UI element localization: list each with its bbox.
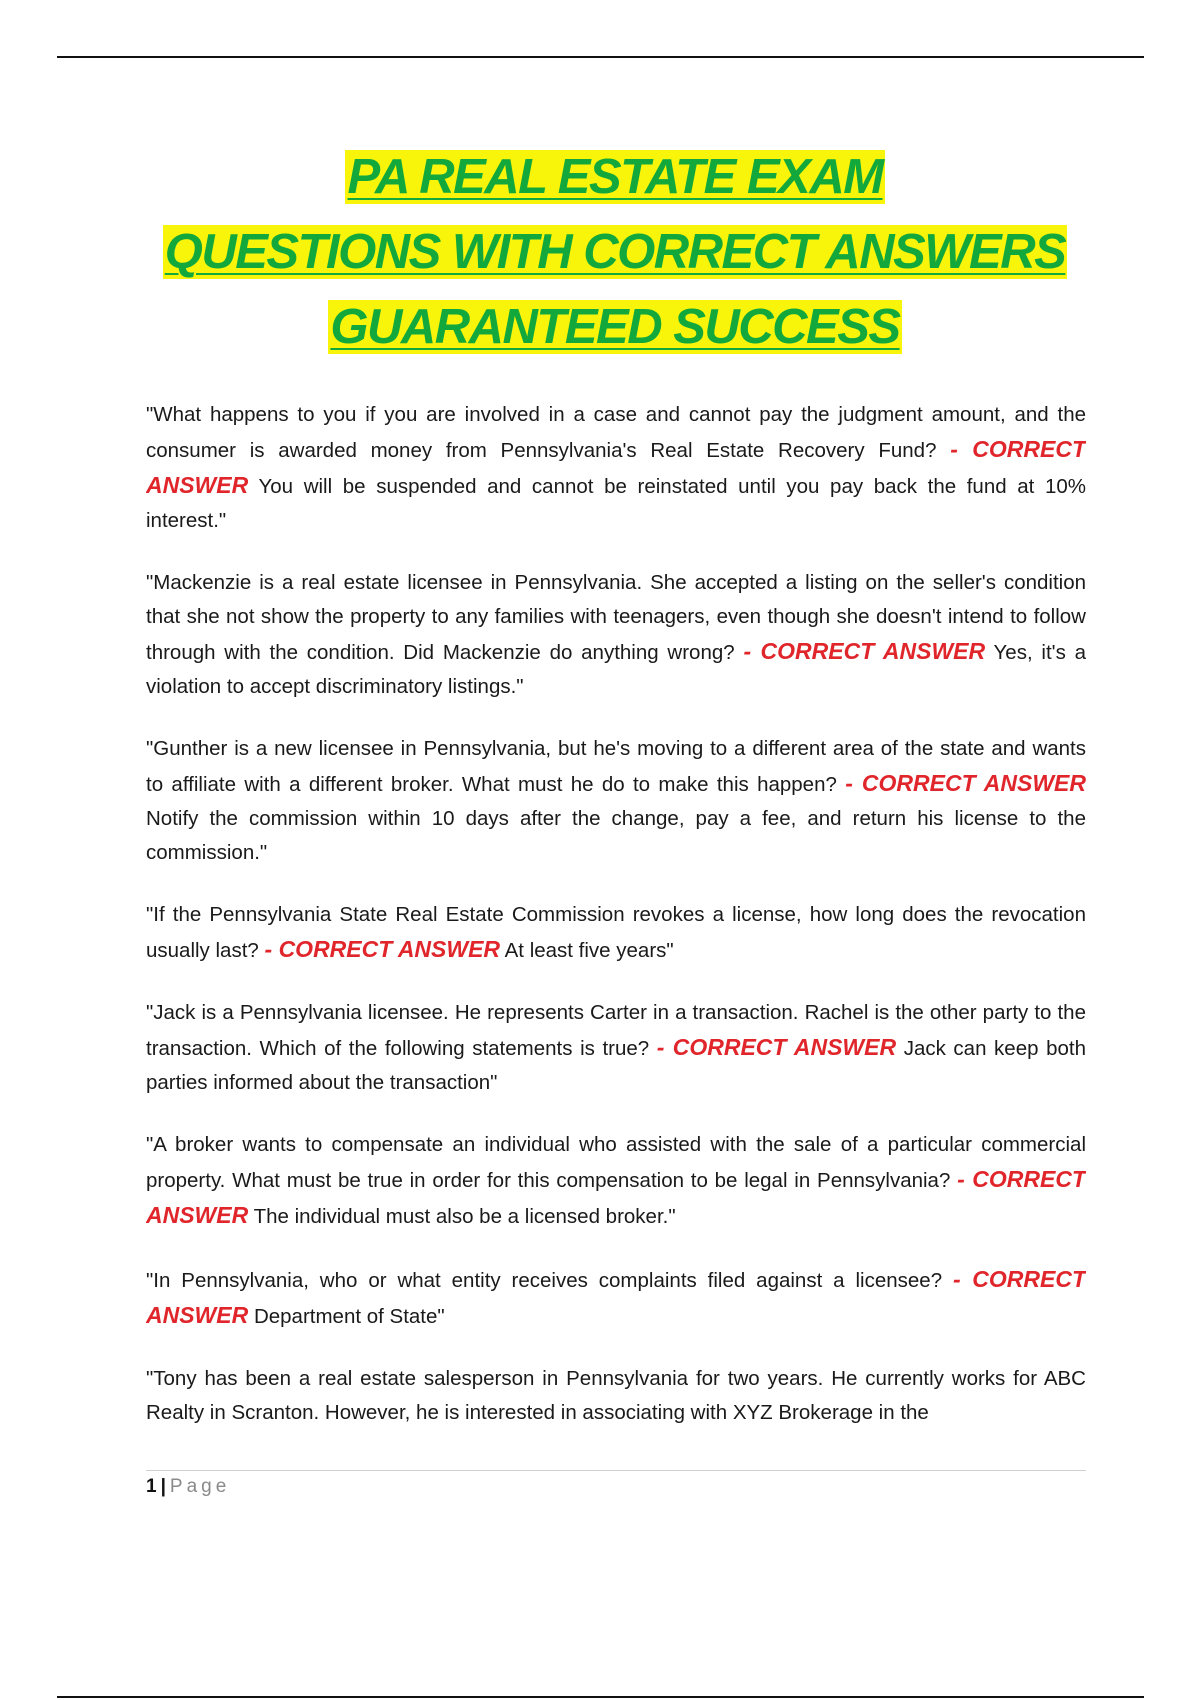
- correct-answer-marker: - CORRECT ANSWER: [656, 1034, 897, 1060]
- header-rule: [57, 56, 1144, 58]
- page-footer: [146, 1474, 230, 1500]
- footer-separator: |: [160, 1476, 166, 1497]
- correct-answer-marker: - CORRECT ANSWER: [264, 936, 501, 962]
- question-text: "If the Pennsylvania State Real Estate Commission revokes a license, how long does the revocation usually last?: [146, 903, 1086, 962]
- qa-item: [146, 732, 1086, 870]
- title-line-3: GUARANTEED SUCCESS: [330, 300, 900, 354]
- question-text: "A broker wants to compensate an individual who assisted with the sale of a particular commercial property. What must be true in order for this compensation to be legal in Pennsylvania?: [146, 1133, 1086, 1192]
- qa-item: [146, 398, 1086, 538]
- correct-answer-marker: - CORRECT ANSWER: [845, 770, 1086, 796]
- question-text: "What happens to you if you are involved in a case and cannot pay the judgment amount, and the consumer is awarded money from Pennsylvania's Real Estate Recovery Fund?: [146, 403, 1086, 462]
- page-label: Page: [169, 1476, 231, 1497]
- question-text: "Mackenzie is a real estate licensee in Pennsylvania. She accepted a listing on the seller's condition that she not show the property to any families with teenagers, even though she doesn't intend to follow through with the condition. Did Mackenzie do anything wrong?: [146, 571, 1086, 664]
- page-number: 1: [146, 1476, 157, 1497]
- qa-item-partial: [146, 1362, 1086, 1430]
- qa-item: [146, 1262, 1086, 1334]
- question-text: "Jack is a Pennsylvania licensee. He represents Carter in a transaction. Rachel is the other party to the transaction. Which of the following statements is true?: [146, 1001, 1086, 1060]
- qa-list: [146, 398, 1086, 1438]
- document-title: [100, 140, 1130, 365]
- qa-item: [146, 898, 1086, 968]
- bottom-rule: [57, 1696, 1144, 1698]
- answer-text: Notify the commission within 10 days after the change, pay a fee, and return his license to the commission.": [146, 807, 1086, 864]
- title-line-2: QUESTIONS WITH CORRECT ANSWERS: [164, 225, 1066, 279]
- answer-text: At least five years": [504, 939, 674, 962]
- correct-answer-marker: - CORRECT ANSWER: [146, 1166, 1086, 1228]
- title-line-1: PA REAL ESTATE EXAM: [347, 150, 883, 204]
- answer-text: Jack can keep both parties informed about the transaction": [146, 1037, 1086, 1094]
- answer-text: Department of State": [253, 1305, 445, 1328]
- question-text: "Gunther is a new licensee in Pennsylvania, but he's moving to a different area of the state and wants to affiliate with a different broker. What must he do to make this happen?: [146, 737, 1086, 796]
- question-text: "Tony has been a real estate salesperson in Pennsylvania for two years. He currently works for ABC Realty in Scranton. However, he is interested in associating with XYZ Brokerage in the: [146, 1367, 1086, 1424]
- qa-item: [146, 996, 1086, 1100]
- answer-text: You will be suspended and cannot be reinstated until you pay back the fund at 10% interest.": [146, 475, 1086, 532]
- question-text: "In Pennsylvania, who or what entity receives complaints filed against a licensee?: [146, 1269, 943, 1292]
- correct-answer-marker: - CORRECT ANSWER: [146, 1266, 1086, 1328]
- answer-text: The individual must also be a licensed broker.": [253, 1205, 676, 1228]
- qa-item: [146, 1128, 1086, 1234]
- correct-answer-marker: - CORRECT ANSWER: [146, 436, 1086, 498]
- answer-text: Yes, it's a violation to accept discriminatory listings.": [146, 641, 1086, 698]
- footer-rule: [146, 1470, 1086, 1471]
- qa-item: [146, 566, 1086, 704]
- correct-answer-marker: - CORRECT ANSWER: [743, 638, 986, 664]
